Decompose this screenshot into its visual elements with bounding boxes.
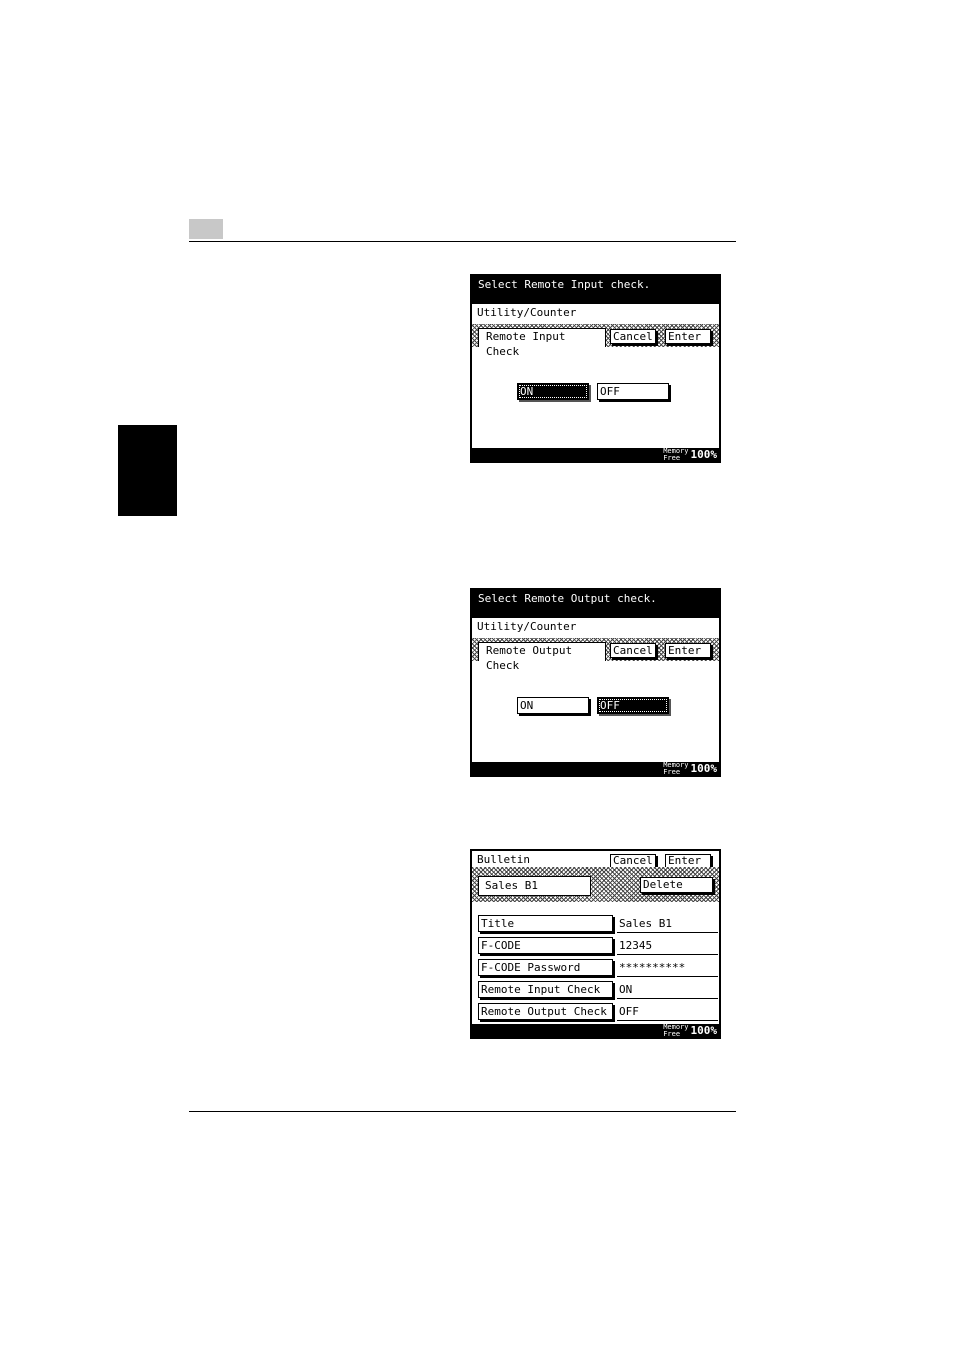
off-button[interactable]: OFF [597,383,669,400]
breadcrumb: Utility/Counter [472,620,719,634]
cancel-button[interactable]: Cancel [610,643,656,658]
memory-status-bar [472,762,719,775]
memory-value: 100% [690,1024,717,1037]
memory-value: 100% [690,448,717,461]
screen-title: Bulletin [477,853,530,866]
memory-status-bar [472,1024,719,1037]
memory-label: Memory Free [663,446,689,462]
enter-button[interactable]: Enter [665,329,711,344]
enter-button[interactable]: Enter [665,643,711,658]
memory-value: 100% [690,762,717,775]
cancel-button[interactable]: Cancel [610,854,656,868]
title-value: Sales B1 [617,917,718,933]
memory-label: Memory Free [663,760,689,776]
message-bar: Select Remote Input check. [472,276,719,304]
remote-input-screen [470,274,721,463]
breadcrumb: Utility/Counter [472,306,719,320]
f-code-password-value: ********** [617,961,718,977]
bulletin-screen [470,849,721,1039]
header-rule [189,241,736,242]
f-code-password-button[interactable]: F-CODE Password [478,959,613,976]
tab-remote-input-check[interactable]: Remote Input Check [478,328,606,347]
remote-output-check-value: OFF [617,1005,718,1021]
cancel-button[interactable]: Cancel [610,329,656,344]
remote-input-check-button[interactable]: Remote Input Check [478,981,613,998]
page-header-tab [189,219,223,239]
on-button[interactable]: ON [517,383,589,400]
memory-label: Memory Free [663,1022,689,1038]
remote-output-check-button[interactable]: Remote Output Check [478,1003,613,1020]
title-button[interactable]: Title [478,915,613,932]
f-code-value: 12345 [617,939,718,955]
delete-button[interactable]: Delete [640,877,713,893]
memory-status-bar [472,448,719,461]
chapter-tab [118,425,177,516]
remote-output-screen [470,588,721,777]
remote-input-check-value: ON [617,983,718,999]
message-bar: Select Remote Output check. [472,590,719,618]
bulletin-name-display: Sales B1 [478,876,591,896]
f-code-button[interactable]: F-CODE [478,937,613,954]
on-button[interactable]: ON [517,697,589,714]
tab-remote-output-check[interactable]: Remote Output Check [478,642,606,661]
footer-rule [189,1111,736,1112]
off-button[interactable]: OFF [597,697,669,714]
enter-button[interactable]: Enter [665,854,711,868]
